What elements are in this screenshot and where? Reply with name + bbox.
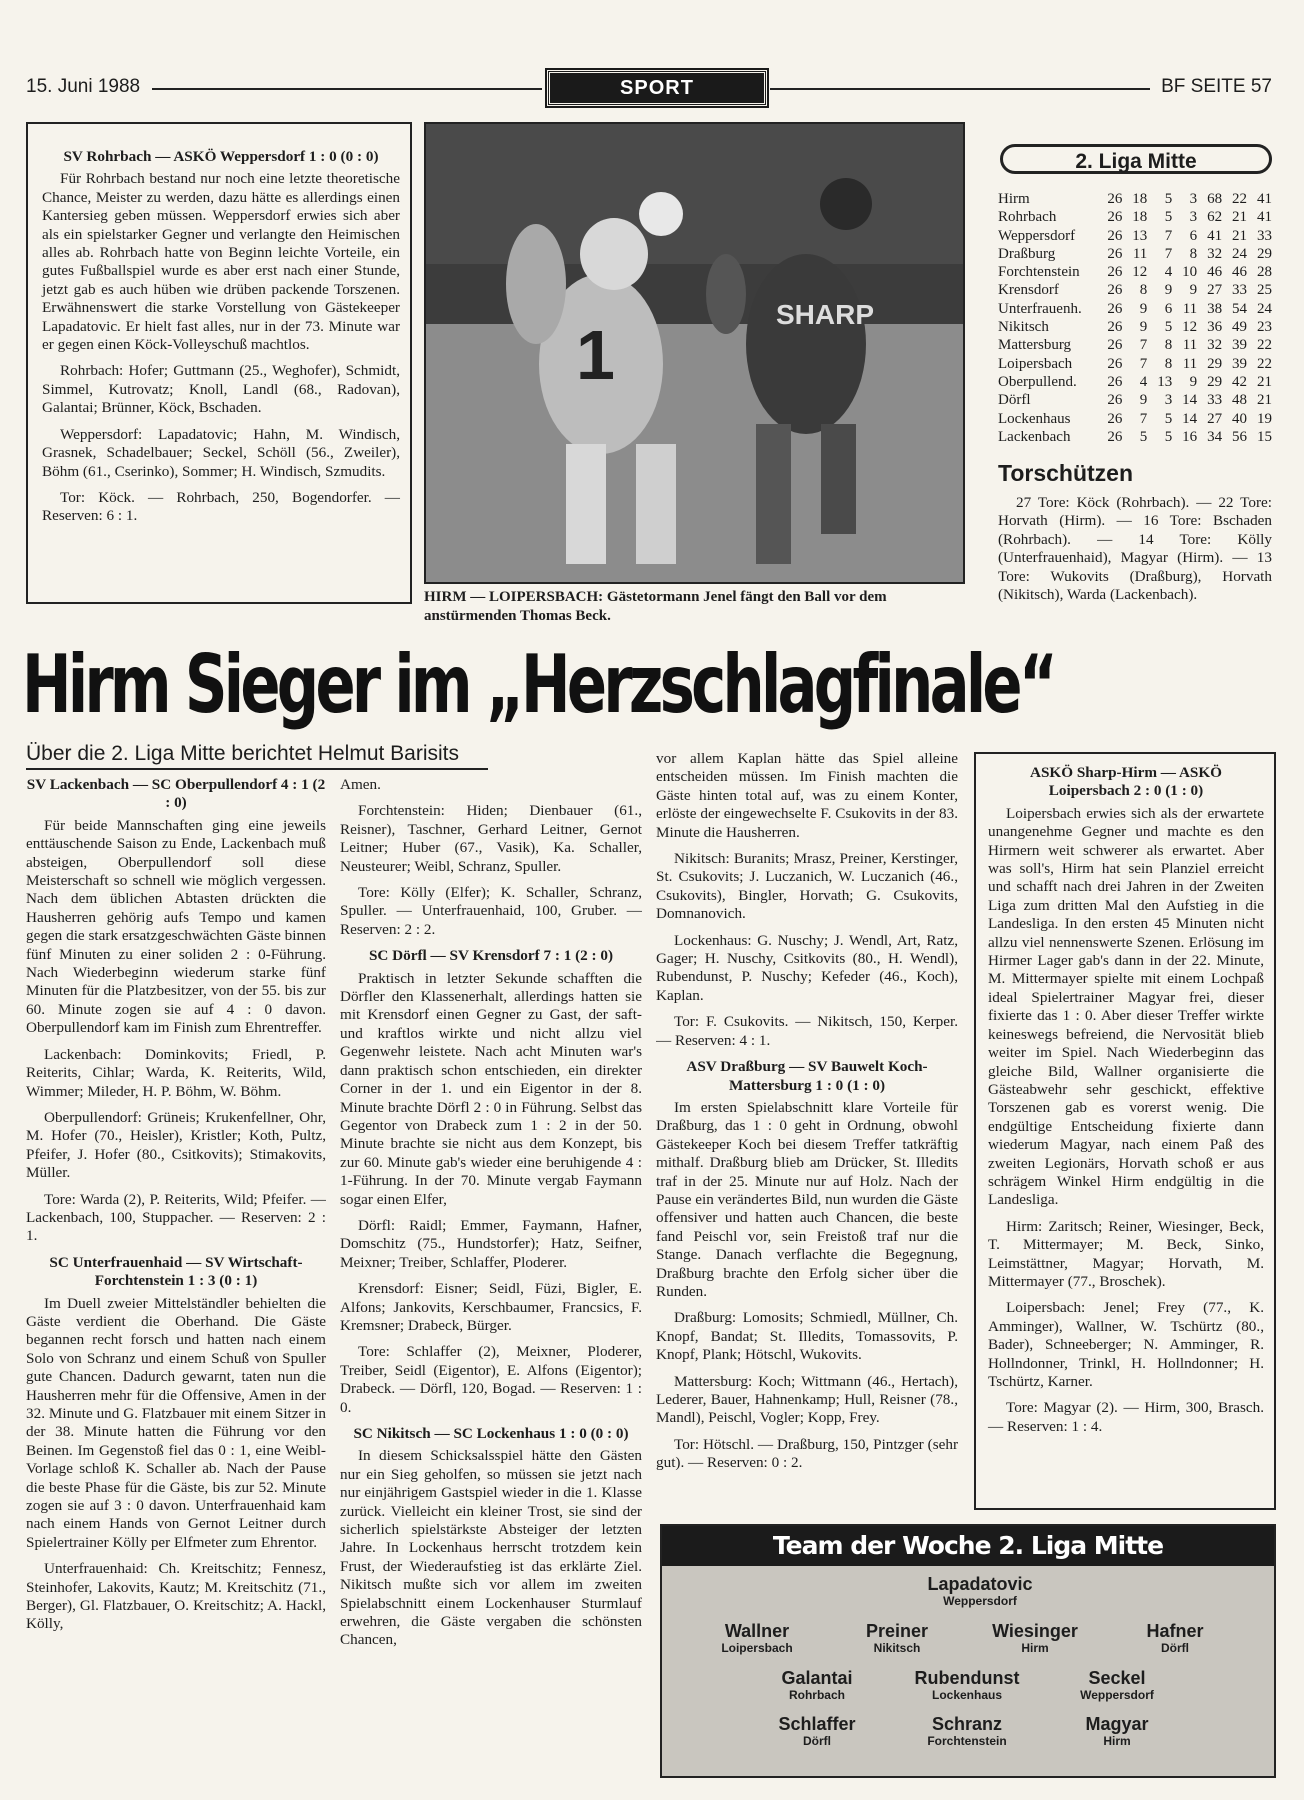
- team-name: Hirm: [998, 191, 1030, 207]
- match-title-unterfrauenhaid: SC Unterfrauenhaid — SV Wirtschaft-Forchtenstein 1 : 3 (0 : 1): [49, 1253, 303, 1290]
- lineup-oberpullendorf: Oberpullendorf: Grüneis; Krukenfellner, Ohr, M. Hofer (70., Heisler), Kristler; Koth, Pultz, Pfeifer, J. Hofer (80., Csitkovits); Stimakovits, Müller.: [26, 1108, 326, 1182]
- lineup-loipersbach: Loipersbach: Jenel; Frey (77., K. Amminger), Wallner, W. Tschürtz (80., Bader), Schneeberger; N. Amminger, R. Hollndonner, Trinkl, H. Hollndonner; H. Tschürtz, Karner.: [988, 1299, 1264, 1390]
- team-name: Lockenhaus: [998, 410, 1071, 427]
- player-name: Hafner: [1146, 1621, 1204, 1641]
- table-row: [998, 190, 1272, 208]
- scorers-text: [998, 494, 1272, 604]
- report-lineup-home: Rohrbach: Hofer; Guttmann (25., Weghofer), Schmidt, Simmel, Kutrovatz; Knoll, Landl (68., Radovan), Galantai; Brünner, Köck, Bschaden.: [42, 362, 400, 417]
- table-row: [998, 263, 1272, 281]
- table-cell: 41: [1257, 191, 1272, 207]
- match-photo: [424, 122, 965, 584]
- table-cell: 26: [1107, 319, 1123, 336]
- table-row: [998, 336, 1272, 354]
- match-title-lackenbach: SV Lackenbach — SC Oberpullendorf 4 : 1 (2 : 0): [26, 776, 326, 812]
- match-body-lackenbach: Für beide Mannschaften ging eine jeweils enttäuschende Saison zu Ende, Lackenbach muß absteigen, Oberpullendorf soll diese Meisterschaft so schnell wie möglich vergessen. Nach dem üblichen Abtasten drückten die Hausherren gehörig aufs Tempo und kamen gegen die stark ersatzgeschwächten Gäste binnen fünf Minuten zu einer soliden 2 : 0-Führung. Nach Wiederbeginn wiederum starke fünf Minuten für die Platzbesitzer, von der 55. bis zur 60. Minute zogen sie auf 4 : 0 davon. Oberpullendorf kam im Finish zum Ehrentreffer.: [26, 816, 326, 1037]
- table-cell: 9: [1139, 392, 1148, 409]
- table-cell: 12: [1182, 319, 1198, 336]
- player-club: Forchtenstein: [927, 1734, 1007, 1748]
- table-cell: 7: [1139, 355, 1148, 372]
- team-name: Forchtenstein: [998, 264, 1080, 281]
- table-cell: 62: [1207, 209, 1223, 226]
- table-cell: 29: [1207, 355, 1223, 372]
- table-cell: 11: [1182, 300, 1198, 317]
- player-name: Lapadatovic: [927, 1574, 1033, 1594]
- table-cell: 5: [1164, 410, 1173, 427]
- player-name: Rubendunst: [914, 1668, 1020, 1688]
- table-cell: 3: [1164, 392, 1173, 409]
- match-body-nikitsch: In diesem Schicksalsspiel hätte den Gästen nur ein Sieg geholfen, so müssen sie jetzt nach nur einjährigem Gastspiel wieder in die 1. Klasse zurück. Vielleicht ein kleiner Trost, sie sind der sicherlich spielstärkste Absteiger der letzten Jahre. In Lockenhaus herrscht trotzdem kein Frust, der Wiederaufstieg ist das erklärte Ziel. Nikitsch mußte sich vor allem im zweiten Spielabschnitt einem Lockenhauser Sturmlauf erwehren, die Gäste vergaben die schönsten Chancen,: [340, 1447, 642, 1649]
- table-cell: 54: [1232, 300, 1248, 317]
- table-cell: 21: [1257, 373, 1272, 390]
- lineup-nikitsch: Nikitsch: Buranits; Mrasz, Preiner, Kerstinger, St. Csukovits; J. Luczanich, W. Luczanich (46., Csukovits), Bingler, Horvath; G. Csukovits, Domnanovich.: [656, 850, 958, 923]
- table-cell: 26: [1107, 282, 1123, 299]
- player-name: Seckel: [1088, 1668, 1146, 1688]
- headline: Hirm Sieger im „Herzschlagfinale“: [22, 638, 1055, 731]
- table-cell: 36: [1207, 319, 1223, 336]
- table-cell: 27: [1207, 410, 1223, 427]
- header-rule-right: [770, 88, 1150, 90]
- table-cell: 5: [1164, 428, 1173, 445]
- table-cell: 22: [1257, 337, 1272, 354]
- table-cell: 40: [1232, 410, 1248, 427]
- team-name: Rohrbach: [998, 209, 1057, 226]
- table-cell: 8: [1189, 245, 1198, 262]
- table-cell: 32: [1207, 337, 1223, 354]
- team-player: [882, 1668, 1052, 1702]
- table-row: [998, 355, 1272, 373]
- table-cell: 49: [1232, 319, 1248, 336]
- match-body-unterfrauenhaid: Im Duell zweier Mittelständler behielten die Gäste verdient die Oberhand. Die Gäste begannen recht forsch und hatten nach einem Solo von Schranz und einem Schuß von Spuller gute Chancen. Dadurch gewarnt, taten nun die Hausherren mehr für die Offensive, Amen in der 32. Minute und G. Flatzbauer mit einem Sitzer in der 38. Minute hatten die Führung vor den Beinen. Im Gegenstoß fiel das 0 : 1, eine Weibl-Vorlage schloß K. Schaller ab. Nach der Pause die beste Phase für die Gäste, bis zur 52. Minute zogen sie auf 3 : 0 davon. Unterfrauenhaid kam nach einem Hands von Gernot Leitner durch Spielertrainer Kölly per Elfmeter zum Ehrentor.: [26, 1294, 326, 1551]
- col3-continuation: vor allem Kaplan hätte das Spiel alleine entscheiden müssen. Im Finish machten die Gäste hinten total auf, was zu einem Konter, erlöste der eingewechselte F. Csukovits in der 83. Minute die Hausherren.: [656, 750, 958, 841]
- table-row: [998, 227, 1272, 245]
- team-name: Oberpullend.: [998, 373, 1077, 390]
- table-cell: 9: [1139, 300, 1148, 317]
- byline-rule: [26, 768, 488, 770]
- lineup-lackenbach: Lackenbach: Dominkovits; Friedl, P. Reiterits, Cihlar; Warda, K. Reiterits, Wild, Wimmer; Mileder, H. P. Böhm, W. Böhm.: [26, 1045, 326, 1100]
- table-cell: 4: [1139, 373, 1148, 390]
- table-cell: 7: [1139, 337, 1148, 354]
- table-cell: 33: [1232, 282, 1248, 299]
- table-cell: 26: [1107, 209, 1123, 226]
- photo-caption: HIRM — LOIPERSBACH: Gästetormann Jenel fängt den Ball vor dem anstürmenden Thomas Beck.: [424, 589, 887, 624]
- table-cell: 22: [1257, 355, 1272, 372]
- table-cell: 26: [1107, 392, 1123, 409]
- report-rohrbach-box: [26, 122, 412, 604]
- lineup-krensdorf: Krensdorf: Eisner; Seidl, Füzi, Bigler, E. Alfons; Jankovits, Kerschbaumer, Francsics, F. Kremsner; Drabeck, Bürger.: [340, 1280, 642, 1334]
- table-cell: 39: [1232, 355, 1248, 372]
- col2-continuation: Amen.: [340, 776, 381, 793]
- lineup-lockenhaus: Lockenhaus: G. Nuschy; J. Wendl, Art, Ratz, Gager; H. Nuschy, Csitkovits (80., H. Wendl), Rubendunst, P. Nuschy; Kefeder (46., Koch), Kaplan.: [656, 931, 958, 1004]
- table-cell: 26: [1107, 410, 1123, 427]
- tore-hirm: Tore: Magyar (2). — Hirm, 300, Brasch. — Reserven: 1 : 4.: [988, 1399, 1264, 1435]
- table-cell: 10: [1182, 264, 1198, 281]
- table-cell: 28: [1257, 264, 1272, 281]
- tore-unterfrauenhaid: Tore: Kölly (Elfer); K. Schaller, Schranz, Spuller. — Unterfrauenhaid, 100, Gruber. — Reserven: 2 : 2.: [340, 884, 642, 938]
- table-cell: 3: [1189, 191, 1198, 207]
- player-club: Weppersdorf: [943, 1594, 1017, 1608]
- tore-doerfl: Tore: Schlaffer (2), Meixner, Ploderer, Treiber, Seidl (Eigentor), E. Alfons (Eigentor); Drabeck. — Dörfl, 120, Bogad. — Reserven: 1 : 0.: [340, 1343, 642, 1416]
- table-cell: 39: [1232, 337, 1248, 354]
- table-cell: 21: [1232, 209, 1248, 226]
- team-player: [882, 1714, 1052, 1748]
- match-body-doerfl: Praktisch in letzter Sekunde schafften die Dörfler den Klassenerhalt, allerdings hatten sie mit Krensdorf einen Gegner zu Gast, der saft- und kraftlos wirkte und nicht allzu viel Gegenwehr leistete. Nach acht Minuten war's dann praktisch schon entschieden, ein direkter Corner in der 1. und ein Eigentor in der 8. Minute brachte Dörfl 2 : 0 in Führung. Selbst das Gegentor von Drabeck zum 1 : 2 in der 50. Minute brachte sie nicht aus dem Konzept, bis zur 60. Minute gab's wieder eine beruhigende 4 : 1-Führung. In der 70. Minute vergab Faymann sogar einen Elfer,: [340, 969, 642, 1208]
- lineup-mattersburg: Mattersburg: Koch; Wittmann (46., Hertach), Lederer, Bauer, Hahnenkamp; Hull, Reisner (78., Mandl), Peischl, Vogler; Kopp, Frey.: [656, 1372, 958, 1427]
- table-cell: 15: [1257, 428, 1272, 445]
- league-table-title: 2. Liga Mitte: [1000, 144, 1272, 174]
- table-cell: 16: [1182, 428, 1198, 445]
- table-cell: 9: [1189, 282, 1198, 299]
- team-player: [732, 1714, 902, 1748]
- table-cell: 26: [1107, 264, 1123, 281]
- report-body: Für Rohrbach bestand nur noch eine letzte theoretische Chance, Meister zu werden, dazu hätte es allerdings einen Kantersieg geben müssen. Weppersdorf erwies sich aber als ein spielstarker Gegner und verlangte den Heimischen alles ab. Rohrbach hatte von Beginn leichte Vorteile, ein gutes Fußballspiel wurde es aber erst nach einer Stunde, jetzt gab es auch hüben wie drüben packende Torszenen. Erwähnenswert die starke Vorstellung von Gästekeeper Lapadatovic. Er hielt fast alles, nur in der 73. Minute war er gegen einen Köck-Volleyschuß machtlos.: [42, 170, 400, 354]
- player-club: Hirm: [1021, 1641, 1049, 1655]
- table-cell: 5: [1139, 428, 1148, 445]
- table-cell: 25: [1257, 282, 1272, 299]
- table-cell: 7: [1164, 245, 1173, 262]
- player-club: Rohrbach: [788, 1688, 845, 1702]
- league-table: [998, 190, 1272, 446]
- team-player: [895, 1574, 1065, 1608]
- tore-lackenbach: Tore: Warda (2), P. Reiterits, Wild; Pfeifer. — Lackenbach, 100, Stuppacher. — Reserven: 2 : 1.: [26, 1190, 326, 1245]
- table-cell: 29: [1207, 373, 1223, 390]
- table-row: [998, 300, 1272, 318]
- table-cell: 8: [1164, 355, 1173, 372]
- match-body-drassburg: Im ersten Spielabschnitt klare Vorteile für Draßburg, das 1 : 0 geht in Ordnung, obwohl Gästekeeper Koch bei diesem Treffer tatkräftig mithalf. Draßburg blieb am Drücker, St. Illedits traf in der 25. Minute nur auf Holz. Nach der Pause ein verändertes Bild, nun wurden die Gäste offensiver und hatten auch Chancen, die beste fand Peischl vor, sein Freistoß traf nur die Stange. Danach verflachte die Begegnung, Draßburg brachte den Erfolg sicher über die Runden.: [656, 1098, 958, 1300]
- table-cell: 3: [1189, 209, 1198, 226]
- page-number: BF SEITE 57: [1161, 76, 1272, 97]
- table-row: [998, 318, 1272, 336]
- table-cell: 22: [1232, 191, 1248, 207]
- table-cell: 26: [1107, 428, 1123, 445]
- column-3: [656, 750, 958, 1510]
- team-name: Nikitsch: [998, 319, 1049, 336]
- table-cell: 5: [1164, 319, 1173, 336]
- header-rule-left: [152, 88, 542, 90]
- table-cell: 33: [1257, 227, 1272, 244]
- team-name: Mattersburg: [998, 337, 1072, 354]
- table-row: [998, 281, 1272, 299]
- match-title-drassburg: ASV Draßburg — SV Bauwelt Koch-Mattersburg 1 : 0 (1 : 0): [686, 1058, 928, 1094]
- table-cell: 24: [1257, 300, 1272, 317]
- team-player: [1032, 1714, 1202, 1748]
- table-row: [998, 428, 1272, 446]
- table-cell: 42: [1232, 373, 1248, 390]
- report-lineup-away: Weppersdorf: Lapadatovic; Hahn, M. Windisch, Grasnek, Schadelbauer; Seckel, Schöll (56., Zweiler), Böhm (61., Cserinko), Sommer; H. Windisch, Szmudits.: [42, 425, 400, 480]
- table-cell: 26: [1107, 191, 1123, 207]
- player-name: Schlaffer: [778, 1714, 856, 1734]
- team-player: [1090, 1621, 1260, 1655]
- tor-nikitsch: Tor: F. Csukovits. — Nikitsch, 150, Kerper. — Reserven: 4 : 1.: [656, 1013, 958, 1049]
- table-cell: 38: [1207, 300, 1223, 317]
- match-title-doerfl: SC Dörfl — SV Krensdorf 7 : 1 (2 : 0): [368, 947, 614, 965]
- player-name: Schranz: [931, 1714, 1003, 1734]
- player-club: Loipersbach: [721, 1641, 793, 1655]
- table-cell: 26: [1107, 245, 1123, 262]
- table-cell: 11: [1132, 245, 1148, 262]
- player-name: Magyar: [1085, 1714, 1149, 1734]
- table-cell: 21: [1257, 392, 1272, 409]
- table-cell: 29: [1257, 245, 1272, 262]
- report-tor: Tor: Köck. — Rohrbach, 250, Bogendorfer. — Reserven: 6 : 1.: [42, 488, 400, 525]
- report-title: SV Rohrbach — ASKÖ Weppersdorf 1 : 0 (0 : 0): [63, 148, 379, 165]
- column-2: [340, 776, 642, 1786]
- issue-date: 15. Juni 1988: [26, 76, 141, 97]
- table-cell: 32: [1207, 245, 1223, 262]
- byline: Über die 2. Liga Mitte berichtet Helmut Barisits: [26, 742, 460, 765]
- table-cell: 14: [1182, 392, 1198, 409]
- table-cell: 7: [1164, 227, 1173, 244]
- table-cell: 13: [1157, 373, 1173, 390]
- table-cell: 18: [1132, 209, 1148, 226]
- player-club: Dörfl: [803, 1734, 831, 1748]
- player-club: Lockenhaus: [931, 1688, 1003, 1702]
- table-cell: 41: [1257, 209, 1272, 226]
- table-cell: 19: [1257, 410, 1272, 427]
- lineup-unterfrauenhaid: Unterfrauenhaid: Ch. Kreitschitz; Fennesz, Steinhofer, Lakovits, Kautz; M. Kreitschitz (71., Berger), Gl. Flatzbauer, O. Kreitschitz; A. Hackl, Kölly,: [26, 1560, 326, 1633]
- table-cell: 26: [1107, 373, 1123, 390]
- player-name: Wiesinger: [992, 1621, 1078, 1641]
- player-club: Hirm: [1103, 1734, 1131, 1748]
- player-club: Weppersdorf: [1080, 1688, 1154, 1702]
- team-name: Draßburg: [998, 245, 1056, 262]
- scorers-title: Torschützen: [998, 460, 1134, 486]
- table-cell: 26: [1107, 300, 1123, 317]
- table-cell: 4: [1164, 264, 1173, 281]
- table-cell: 34: [1207, 428, 1223, 445]
- table-cell: 14: [1182, 410, 1198, 427]
- player-name: Preiner: [865, 1621, 929, 1641]
- table-row: [998, 391, 1272, 409]
- table-cell: 18: [1132, 191, 1148, 207]
- table-cell: 33: [1207, 392, 1223, 409]
- team-name: Unterfrauenh.: [998, 300, 1082, 317]
- table-row: [998, 245, 1272, 263]
- match-body-hirm: Loipersbach erwies sich als der erwartete unangenehme Gegner und machte es den Hirmern weit schwerer als erwartet. Aber was soll's, Hirm hat sein Planziel erreicht und schafft nach drei Jahren in der Zweiten Liga zum dritten Mal den Aufstieg in die Landesliga. In den ersten 45 Minuten nicht allzu viel nennenswerte Szenen. Erlösung im Hirmer Lager gab's dann in der 22. Minute, M. Mittermayer spielte mit einem Lochpaß ideal Spielertrainer Magyar frei, dieser fixierte das 1 : 0. Aber dieser Treffer wirkte keineswegs befreiend, die Nervosität blieb weiter im Spiel. Nach Wiederbeginn das gleiche Bild, Wallner organisierte die Gästeabwehr sehr geschickt, effektive Torszenen gab es vorerst wenig. Die endgültige Entscheidung fixierte dann wiederum Magyar, nach einem Paß des zweiten Legionärs, Horvath schoß er aus schrägem Winkel Hirm endgültig in die Landesliga.: [988, 804, 1264, 1209]
- team-name: Dörfl: [998, 392, 1031, 409]
- lineup-drassburg: Draßburg: Lomosits; Schmiedl, Müllner, Ch. Knopf, Bandat; St. Illedits, Tomassovits, P. Knopf, Plank; Hötschl, Wukovits.: [656, 1309, 958, 1364]
- table-cell: 11: [1182, 337, 1198, 354]
- lineup-hirm: Hirm: Zaritsch; Reiner, Wiesinger, Beck, T. Mittermayer; M. Beck, Sinko, Leimstättner, Magyar; Horvath, M. Mittermayer (77., Broschek).: [988, 1217, 1264, 1290]
- table-cell: 23: [1257, 319, 1272, 336]
- table-cell: 9: [1164, 282, 1173, 299]
- table-cell: 27: [1207, 282, 1223, 299]
- table-cell: 41: [1207, 227, 1223, 244]
- team-name: Krensdorf: [998, 282, 1059, 299]
- table-row: [998, 410, 1272, 428]
- table-cell: 68: [1207, 191, 1223, 207]
- table-cell: 8: [1139, 282, 1148, 299]
- svg-text:SHARP: SHARP: [776, 299, 875, 330]
- match-photo-image: [426, 124, 965, 584]
- table-cell: 46: [1232, 264, 1248, 281]
- table-cell: 5: [1164, 209, 1173, 226]
- table-cell: 48: [1232, 392, 1248, 409]
- team-name: Weppersdorf: [998, 227, 1076, 244]
- table-cell: 5: [1164, 191, 1173, 207]
- scorers-list: 27 Tore: Köck (Rohrbach). — 22 Tore: Horvath (Hirm). — 16 Tore: Bschaden (Rohrbach). — 14 Tore: Kölly (Unterfrauenhaid), Magyar (Hirm). — 13 Tore: Wukovits (Draßburg), Horvath (Nikitsch), Warda (Lackenbach).: [998, 494, 1272, 604]
- table-row: [998, 373, 1272, 391]
- player-club: Nikitsch: [873, 1641, 921, 1655]
- table-cell: 24: [1232, 245, 1248, 262]
- table-cell: 12: [1132, 264, 1148, 281]
- tor-drassburg: Tor: Hötschl. — Draßburg, 150, Pintzger (sehr gut). — Reserven: 0 : 2.: [656, 1435, 958, 1472]
- team-name: Loipersbach: [998, 355, 1073, 372]
- match-title-nikitsch: SC Nikitsch — SC Lockenhaus 1 : 0 (0 : 0): [353, 1425, 629, 1442]
- player-name: Galantai: [781, 1668, 853, 1688]
- match-title-hirm: ASKÖ Sharp-Hirm — ASKÖ Loipersbach 2 : 0 (1 : 0): [1030, 764, 1222, 800]
- team-player: [1032, 1668, 1202, 1702]
- table-cell: 46: [1207, 264, 1223, 281]
- table-cell: 26: [1107, 227, 1123, 244]
- table-cell: 21: [1232, 227, 1248, 244]
- table-cell: 13: [1132, 227, 1148, 244]
- table-cell: 26: [1107, 337, 1123, 354]
- player-name: Wallner: [724, 1621, 790, 1641]
- section-label: SPORT: [547, 70, 767, 106]
- table-cell: 56: [1232, 428, 1248, 445]
- team-of-week: [660, 1524, 1276, 1778]
- table-cell: 11: [1182, 355, 1198, 372]
- table-cell: 9: [1139, 319, 1148, 336]
- table-cell: 6: [1164, 300, 1173, 317]
- table-cell: 8: [1164, 337, 1173, 354]
- table-cell: 7: [1139, 410, 1148, 427]
- report-hirm-box: [974, 752, 1276, 1510]
- svg-text:1: 1: [576, 316, 615, 394]
- lineup-doerfl: Dörfl: Raidl; Emmer, Faymann, Hafner, Domschitz (75., Hundstorfer); Hatz, Seifner, Meixner; Treiber, Schlaffer, Ploderer.: [340, 1216, 642, 1271]
- team-player: [732, 1668, 902, 1702]
- lineup-forchtenstein: Forchtenstein: Hiden; Dienbauer (61., Reisner), Taschner, Gerhard Leitner, Gernot Leitner; Huber (67., Vasik), Ka. Schaller, Neusteurer; Weibl, Schranz, Spuller.: [340, 802, 642, 875]
- table-cell: 6: [1189, 227, 1198, 244]
- team-of-week-title: Team der Woche 2. Liga Mitte: [662, 1526, 1274, 1566]
- column-1: [26, 776, 326, 1786]
- table-cell: 9: [1189, 373, 1198, 390]
- team-name: Lackenbach: [998, 428, 1071, 445]
- table-cell: 26: [1107, 355, 1123, 372]
- player-club: Dörfl: [1161, 1641, 1189, 1655]
- table-row: [998, 208, 1272, 226]
